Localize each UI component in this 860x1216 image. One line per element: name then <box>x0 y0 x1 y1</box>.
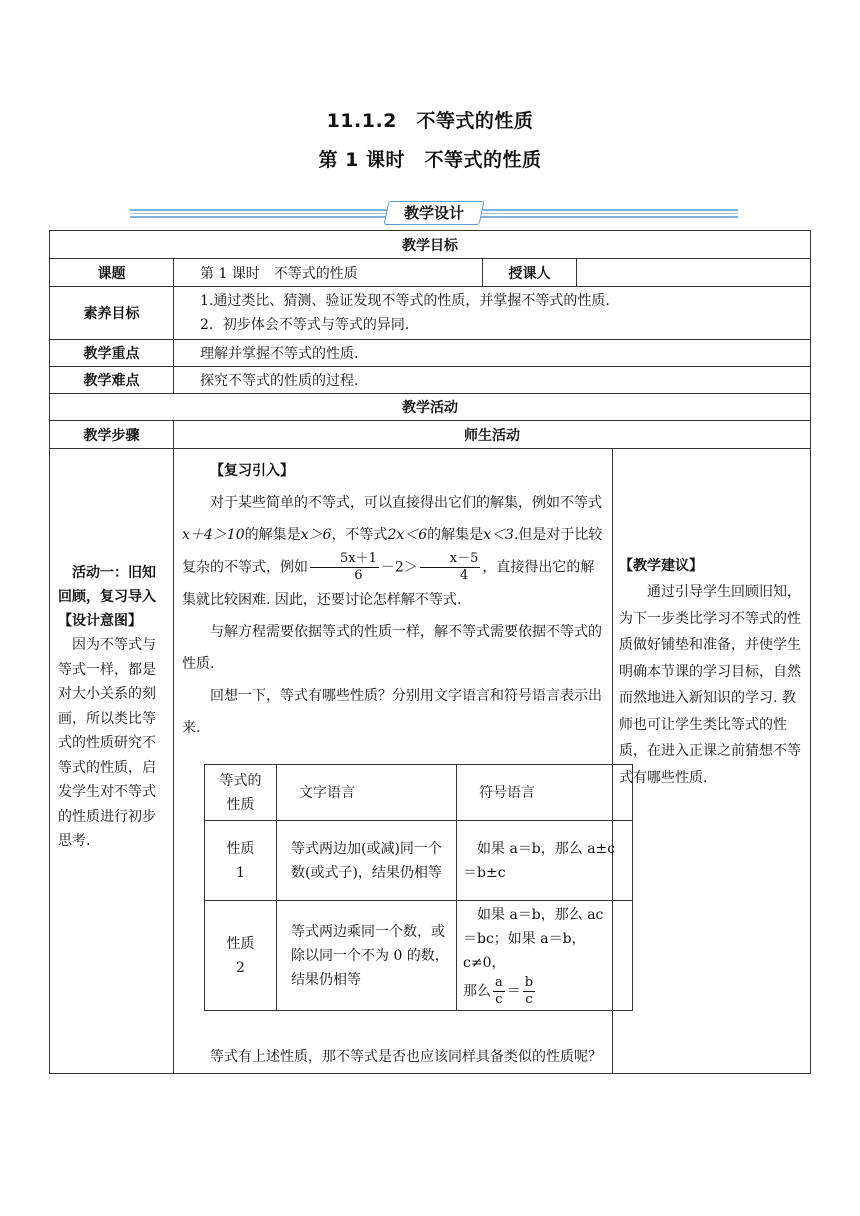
eq-property-1-text: 等式两边加(或减)同一个数(或式子)，结果仍相等 <box>277 821 457 901</box>
eq-table-head-text: 文字语言 <box>277 765 457 821</box>
review-heading: 【复习引入】 <box>210 463 294 479</box>
equality-properties-table <box>204 764 633 1011</box>
fraction: $\frac{b}{c}$ <box>524 975 534 1007</box>
activity1-title: 活动一：旧知回顾，复习导入 <box>58 565 156 605</box>
difficulty-label: 教学难点 <box>50 367 174 394</box>
section-banner <box>130 201 738 225</box>
teaching-suggestion-cell <box>613 449 811 1074</box>
review-paragraph-1: 对于某些简单的不等式，可以直接得出它们的解集，例如不等式x＋4＞10的解集是x＞6，不等式2x＜6的解集是x＜3.但是对于比较复杂的不等式，例如 $\frac{5x+1}{6}$ －2＞ $\frac{x-5}{4}$ ，直接得出它的解集就比较困难. 因此，还要讨论怎样解不等式. <box>182 495 603 608</box>
literacy-label: 素养目标 <box>50 287 174 340</box>
review-paragraph-2: 与解方程需要依据等式的性质一样，解不等式需要依据不等式的性质. <box>182 624 602 672</box>
key-point-label: 教学重点 <box>50 340 174 367</box>
activity-label: 师生活动 <box>174 421 811 449</box>
teacher-value <box>577 259 811 287</box>
literacy-goals <box>174 287 811 340</box>
goals-header: 教学目标 <box>50 231 811 259</box>
difficulty-value: 探究不等式的性质的过程. <box>174 367 811 394</box>
suggestion-body: 通过引导学生回顾旧知，为下一步类比学习不等式的性质做好铺垫和准备，并使学生明确本节课的学习目标，自然而然地进入新知识的学习. 教师也可让学生类比等式的性质，在进入正课之前猜想不等式有哪些性质. <box>619 584 801 786</box>
key-point-value: 理解并掌握不等式的性质. <box>174 340 811 367</box>
eq-table-head-symbol: 符号语言 <box>457 765 633 821</box>
design-intent-title: 【设计意图】 <box>58 613 142 629</box>
eq-property-2-text: 等式两边乘同一个数，或除以同一个不为 0 的数，结果仍相等 <box>277 901 457 1011</box>
activity1-content-cell <box>174 449 616 1074</box>
fraction: $\frac{5x+1}{6}$ <box>310 551 379 584</box>
lesson-period-title: 第 1 课时 不等式的性质 <box>318 149 542 171</box>
course-value: 第 1 课时 不等式的性质 <box>174 259 483 287</box>
literacy-item: 2．初步体会不等式与等式的异同. <box>200 317 410 333</box>
fraction: $\frac{a}{c}$ <box>495 975 503 1007</box>
eq-property-2-symbol: 如果 a＝b，那么 ac ＝bc；如果 a＝b，c≠0， 那么 $\frac{a}{c}$ ＝ $\frac{b}{c}$ <box>457 901 633 1011</box>
literacy-item: 1.通过类比、猜测、验证发现不等式的性质，并掌握不等式的性质. <box>200 293 610 309</box>
eq-property-1-name: 性质 1 <box>205 821 277 901</box>
design-intent-body: 因为不等式与等式一样，都是对大小关系的刻画，所以类比等式的性质研究不等式的性质，启发学生对不等式的性质进行初步思考. <box>58 637 156 849</box>
review-paragraph-4: 等式有上述性质，那不等式是否也应该同样具备类似的性质呢？ <box>210 1049 602 1065</box>
suggestion-title: 【教学建议】 <box>619 558 703 574</box>
eq-table-head-property: 等式的性质 <box>205 765 277 821</box>
activity1-step-cell <box>50 449 174 1074</box>
steps-label: 教学步骤 <box>50 421 174 449</box>
eq-property-1-symbol: 如果 a＝b，那么 a±c ＝b±c <box>457 821 633 901</box>
review-paragraph-3: 回想一下，等式有哪些性质？分别用文字语言和符号语言表示出来. <box>182 688 602 736</box>
course-label: 课题 <box>50 259 174 287</box>
banner-label: 教学设计 <box>403 204 464 222</box>
activities-header: 教学活动 <box>50 394 811 421</box>
lesson-section-title: 11.1.2 不等式的性质 <box>326 110 534 132</box>
fraction: $\frac{x-5}{4}$ <box>420 551 481 584</box>
lesson-plan-table <box>49 230 811 1074</box>
eq-property-2-name: 性质 2 <box>205 901 277 1011</box>
teacher-label: 授课人 <box>483 259 577 287</box>
